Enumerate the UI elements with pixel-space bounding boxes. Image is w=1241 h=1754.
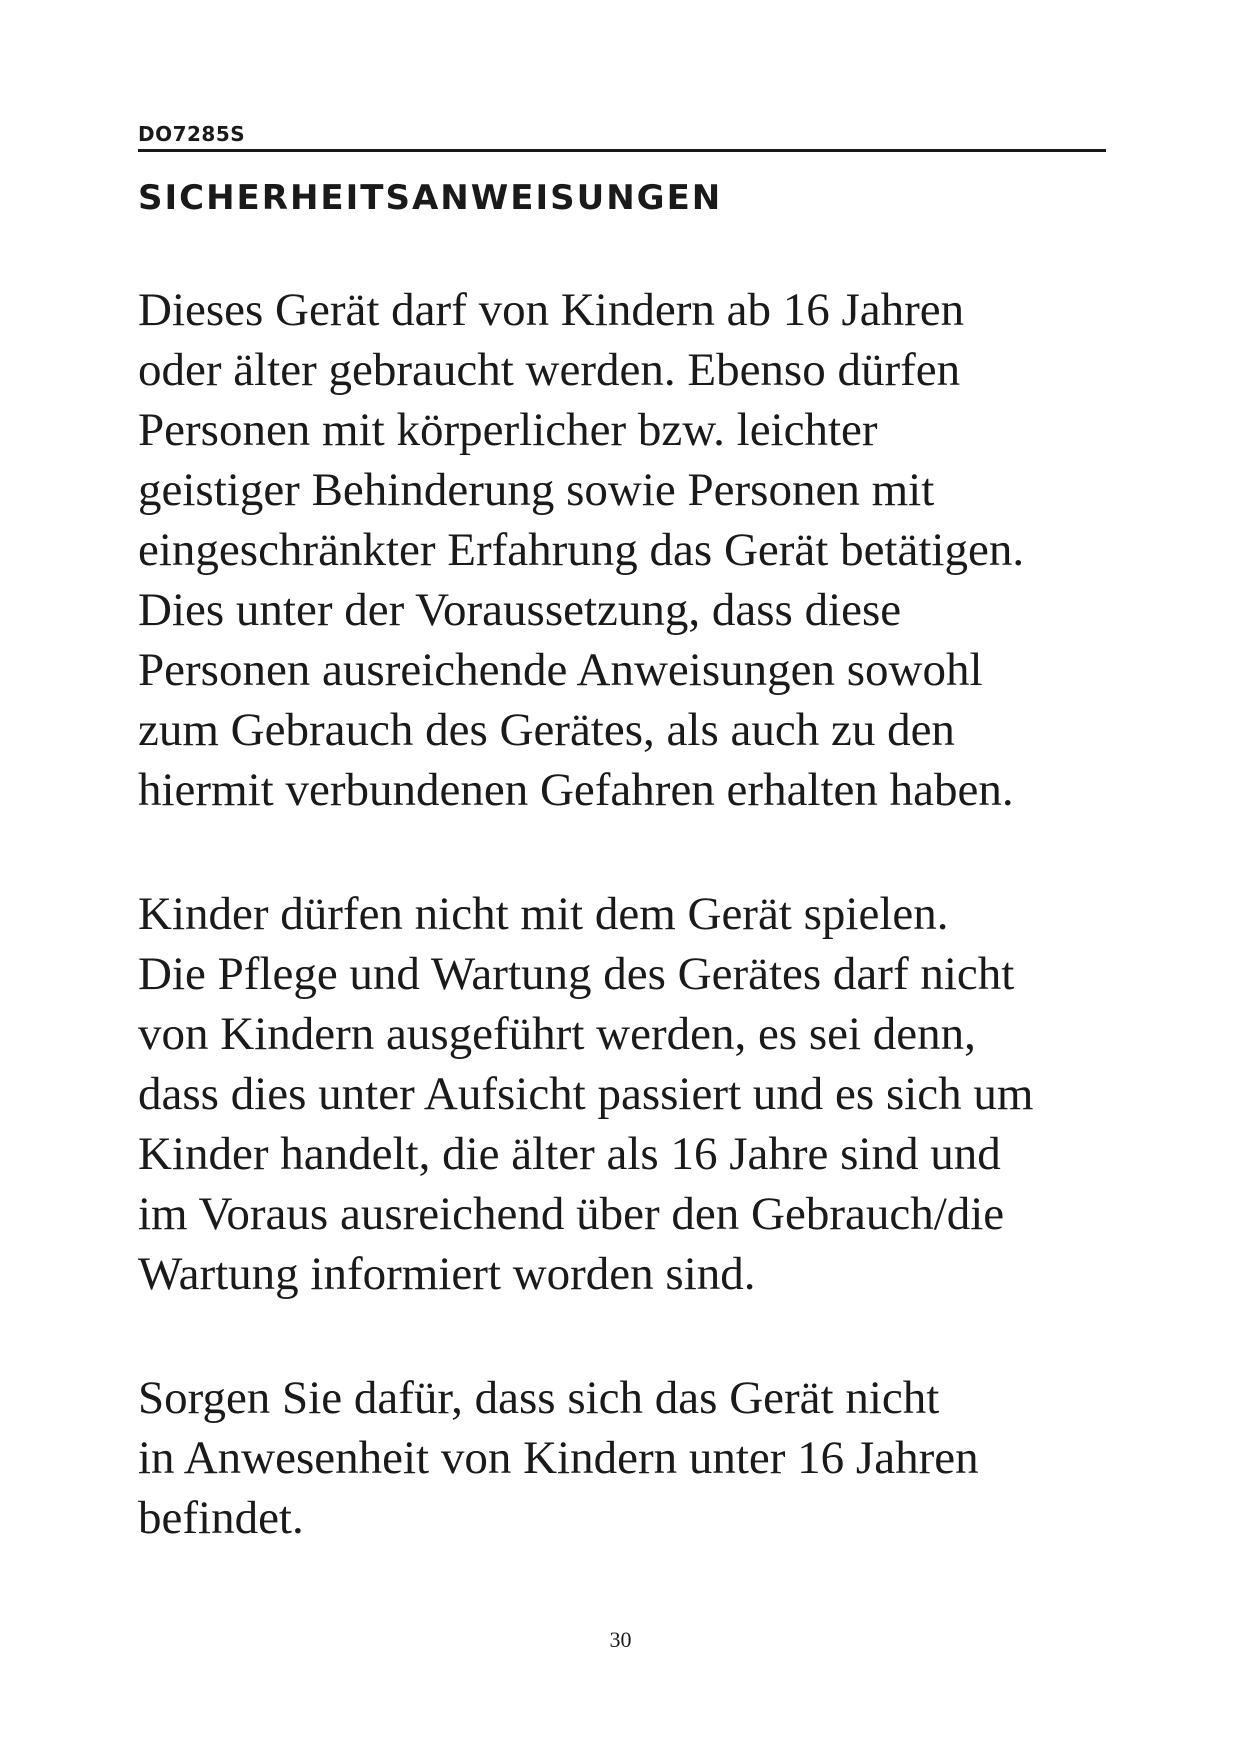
- text-line: Kinder dürfen nicht mit dem Gerät spielen.: [138, 888, 949, 940]
- model-code: DO7285S: [138, 122, 246, 146]
- paragraph-3: [138, 1368, 1128, 1548]
- text-line: von Kindern ausgeführt werden, es sei denn,: [138, 1008, 976, 1060]
- text-line: Dieses Gerät darf von Kindern ab 16 Jahren: [138, 284, 965, 336]
- paragraph-2: [138, 884, 1128, 1304]
- text-line: eingeschränkter Erfahrung das Gerät betätigen.: [138, 524, 1025, 576]
- text-line: Personen ausreichende Anweisungen sowohl: [138, 644, 983, 696]
- text-line: im Voraus ausreichend über den Gebrauch/die: [138, 1188, 1005, 1240]
- section-title: sicherheitsanweisungen: [138, 165, 723, 221]
- text-line: Personen mit körperlicher bzw. leichter: [138, 404, 878, 456]
- text-line: Kinder handelt, die älter als 16 Jahre sind und: [138, 1128, 1001, 1180]
- text-line: oder älter gebraucht werden. Ebenso dürfen: [138, 344, 961, 396]
- header-rule: [138, 149, 1106, 152]
- text-line: Sorgen Sie dafür, dass sich das Gerät nicht: [138, 1372, 940, 1424]
- paragraph-1: [138, 280, 1128, 820]
- text-line: geistiger Behinderung sowie Personen mit: [138, 464, 935, 516]
- text-line: Die Pflege und Wartung des Gerätes darf nicht: [138, 948, 1015, 1000]
- page-number: 30: [609, 1627, 632, 1652]
- text-line: dass dies unter Aufsicht passiert und es sich um: [138, 1068, 1034, 1120]
- text-line: Dies unter der Voraussetzung, dass diese: [138, 584, 902, 636]
- text-line: befindet.: [138, 1492, 304, 1544]
- text-line: hiermit verbundenen Gefahren erhalten haben.: [138, 764, 1014, 816]
- text-line: zum Gebrauch des Gerätes, als auch zu den: [138, 704, 955, 756]
- text-line: in Anwesenheit von Kindern unter 16 Jahren: [138, 1432, 979, 1484]
- text-line: Wartung informiert worden sind.: [138, 1248, 756, 1300]
